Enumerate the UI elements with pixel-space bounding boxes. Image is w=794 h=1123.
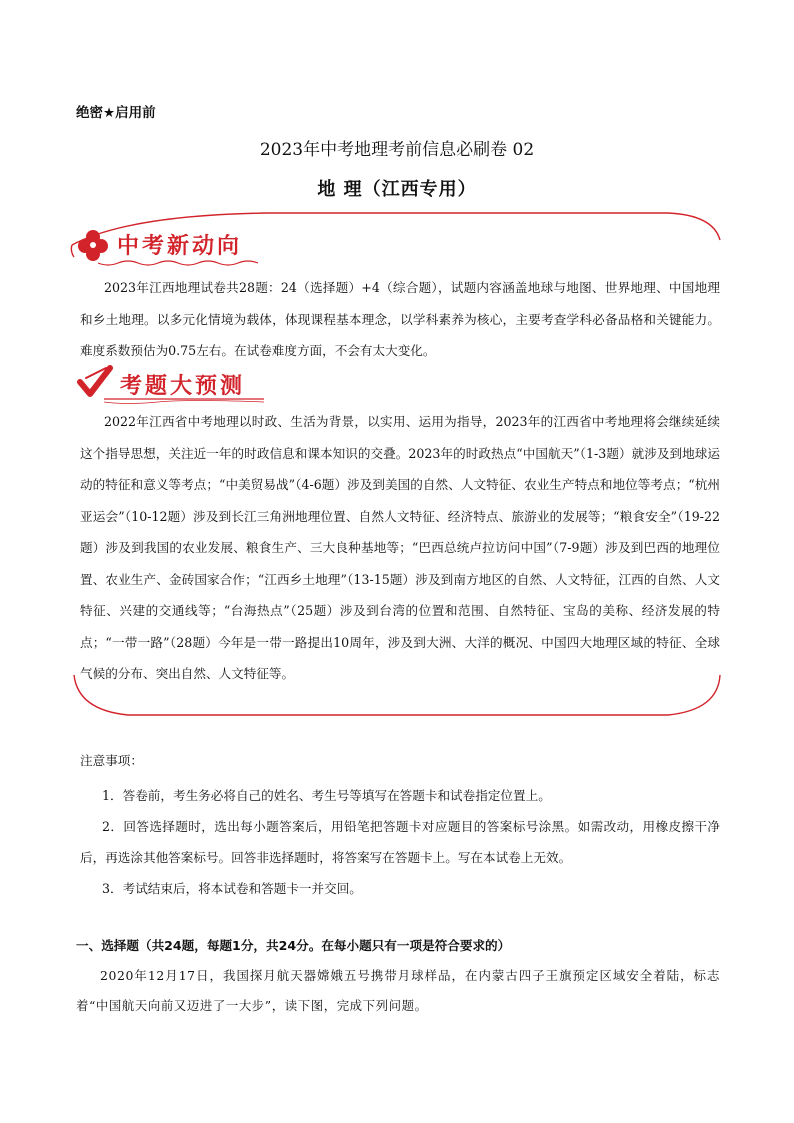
exam-title: 2023年中考地理考前信息必刷卷 02: [259, 140, 535, 160]
predictions-paragraph: 2022年江西省中考地理以时政、生活为背景，以实用、运用为指导，2023年的江西省中考地理将会继续延续这个指导思想，关注近一年的时政信息和课本知识的交叠。2023年的时政热点“中国航天”（1-3题）就涉及到地球运动的特征和意义等考点；“中美贸易战”（4-6题）涉及到美国的自然、人文特征、农业生产特点和地位等考点；“杭州亚运会”（10-12题）涉及到长江三角洲地理位置、自然人文特征、经济特点、旅游业的发展等；“粮食安全”（19-22题）涉及到我国的农业发展、粮食生产、三大良种基地等；“巴西总统卢拉访问中国”（7-9题）涉及到巴西的地理位置、农业生产、金砖国家合作；“江西乡土地理”（13-15题）涉及到南方地区的自然、人文特征，江西的自然、人文特征、兴建的交通线等；“台海热点”（25题）涉及到台湾的位置和范围、自然特征、宝岛的美称、经济发展的特点；“一带一路”（28题）今年是一带一路提出10周年，涉及到大洲、大洋的概况、中国四大地理区域的特征、全球气候的分布、突出自然、人文特征等。: [80, 414, 720, 681]
section-heading-trends: 中考新动向: [117, 234, 243, 259]
confidential-label: 绝密★启用前: [76, 105, 156, 121]
question-intro: 2020年12月17日，我国探月航天器嫦娥五号携带月球样品，在内蒙古四子王旗预定区域安全着陆，标志着“中国航天向前又迈进了一大步”，读下图，完成下列问题。: [76, 968, 720, 1013]
note-item: 2．回答选择题时，选出每小题答案后，用铅笔把答题卡对应题目的答案标号涂黑。如需改动，用橡皮擦干净后，再选涂其他答案标号。回答非选择题时，将答案写在答题卡上。写在本试卷上无效。: [80, 819, 720, 865]
clover-icon: [76, 228, 110, 262]
note-item: 3．考试结束后，将本试卷和答题卡一并交回。: [102, 881, 362, 896]
note-item: 1．答卷前，考生务必将自己的姓名、考生号等填写在答题卡和试卷指定位置上。: [102, 788, 551, 803]
section-heading-predictions: 考题大预测: [120, 374, 246, 399]
exam-subtitle: 地 理（江西专用）: [317, 179, 477, 200]
section-heading-choice: 一、选择题（共24题，每题1分，共24分。在每小题只有一项是符合要求的）: [76, 938, 511, 953]
trends-paragraph: 2023年江西地理试卷共28题：24（选择题）+4（综合题），试题内容涵盖地球与地图、世界地理、中国地理和乡土地理。以多元化情境为载体，体现课程基本理念，以学科素养为核心，主要考查学科必备品格和关键能力。难度系数预估为0.75左右。在试卷难度方面，不会有太大变化。: [80, 280, 720, 358]
checkmark-icon: [76, 364, 116, 400]
notes-title: 注意事项：: [80, 753, 143, 768]
